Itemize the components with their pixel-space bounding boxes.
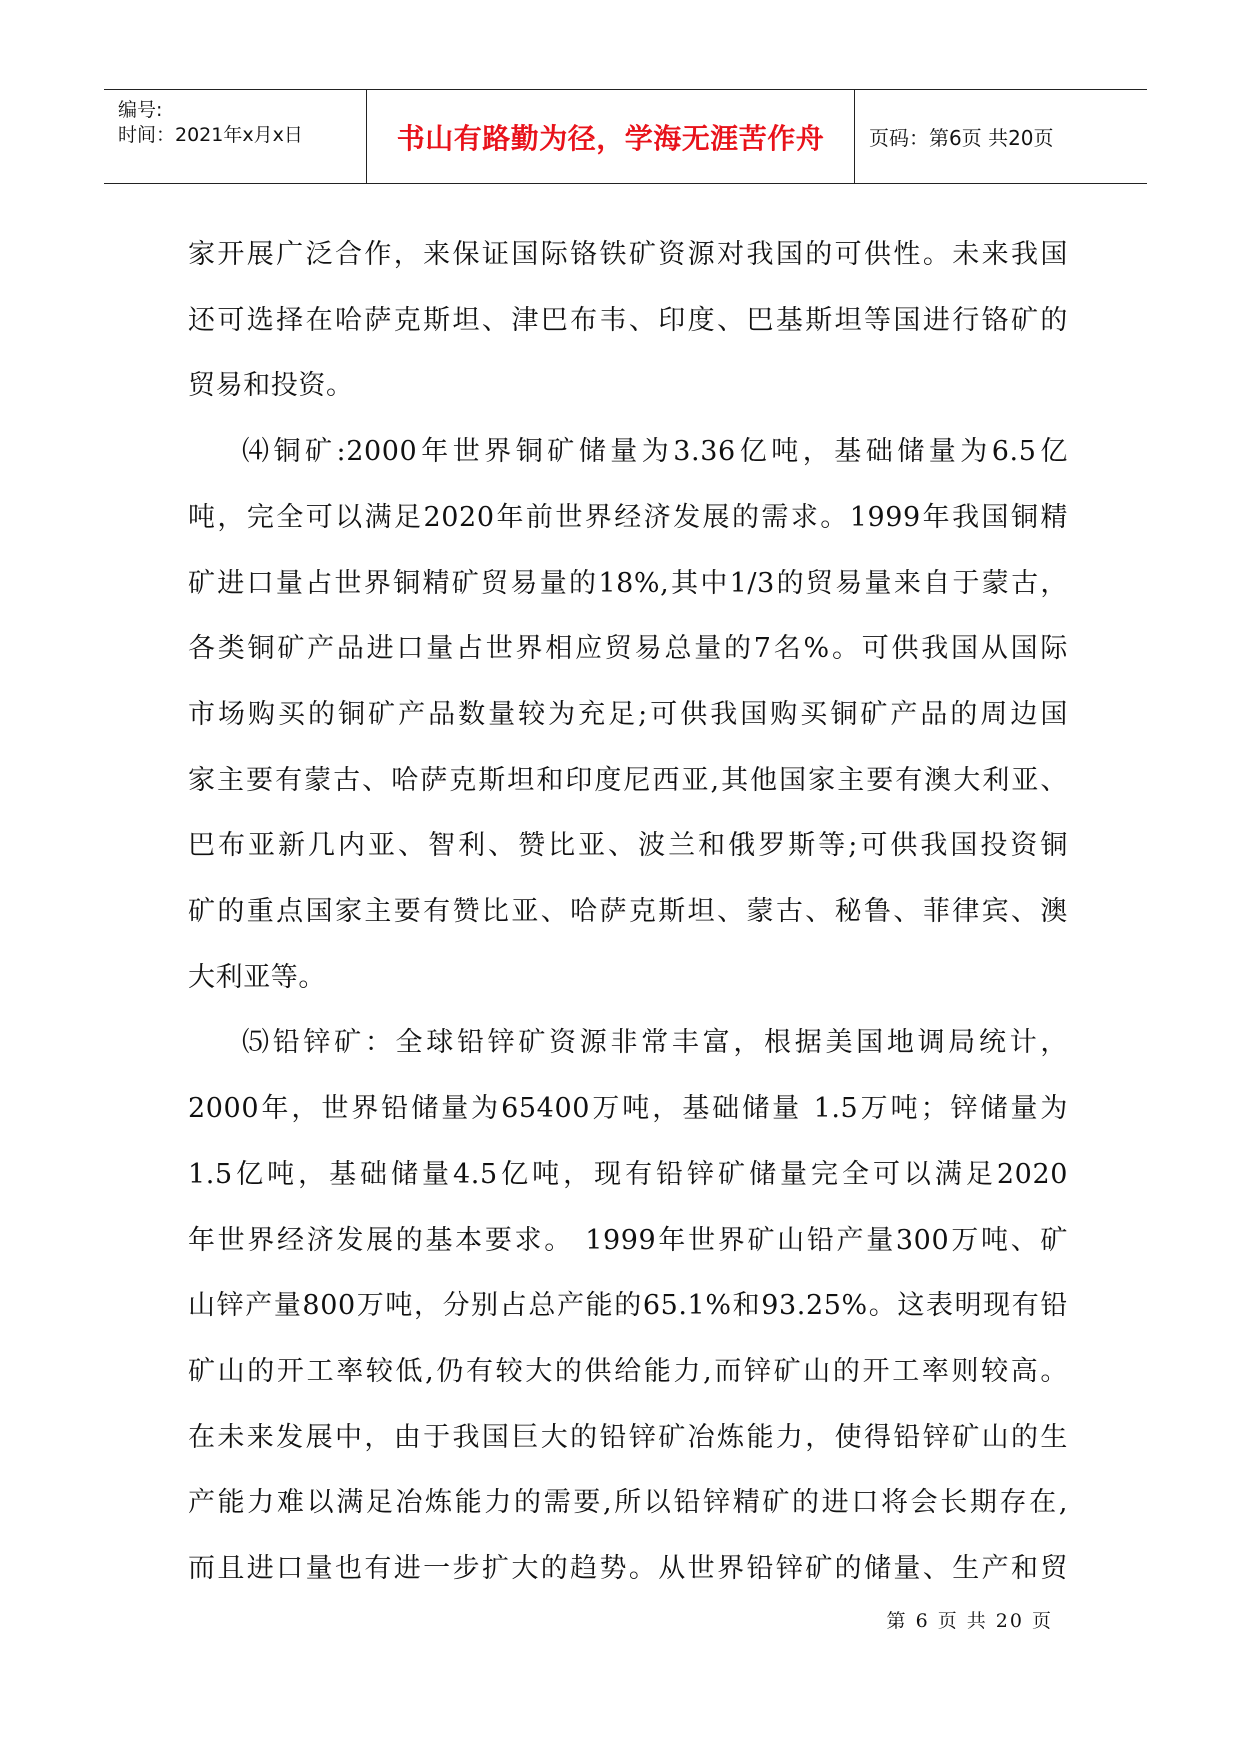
text-line: 家主要有蒙古、哈萨克斯坦和印度尼西亚,其他国家主要有澳大利亚、 — [188, 764, 1068, 796]
header-motto: 书山有路勤为径，学海无涯苦作舟 — [396, 121, 825, 155]
text-line: 各类铜矿产品进口量占世界相应贸易总量的7名%。可供我国从国际 — [188, 633, 1068, 665]
text-line: 2000年，世界铅储量为65400万吨，基础储量 1.5万吨；锌储量为 — [188, 1093, 1068, 1125]
header-meta — [104, 90, 367, 183]
text-line: 年世界经济发展的基本要求。 1999年世界矿山铅产量300万吨、矿 — [188, 1224, 1068, 1256]
text-line: 市场购买的铜矿产品数量较为充足;可供我国购买铜矿产品的周边国 — [188, 698, 1068, 730]
header-motto-cell — [367, 90, 855, 183]
text-line: 矿进口量占世界铜精矿贸易量的18%,其中1/3的贸易量来自于蒙古， — [188, 567, 1068, 599]
page-footer: 第 6 页 共 20 页 — [886, 1610, 1053, 1632]
text-line: 产能力难以满足冶炼能力的需要,所以铅锌精矿的进口将会长期存在, — [188, 1487, 1068, 1519]
text-line: 贸易和投资。 — [188, 370, 354, 402]
header-page-info: 页码：第6页 共20页 — [869, 126, 1054, 150]
text-line: 大利亚等。 — [188, 961, 326, 993]
text-line: 吨，完全可以满足2020年前世界经济发展的需求。1999年我国铜精 — [188, 501, 1068, 533]
text-line: 矿的重点国家主要有赞比亚、哈萨克斯坦、蒙古、秘鲁、菲律宾、澳 — [188, 896, 1068, 928]
text-line: 山锌产量800万吨，分别占总产能的65.1%和93.25%。这表明现有铅 — [188, 1290, 1068, 1322]
text-line: 还可选择在哈萨克斯坦、津巴布韦、印度、巴基斯坦等国进行铬矿的 — [188, 304, 1068, 336]
text-line: ⑷铜矿:2000年世界铜矿储量为3.36亿吨，基础储量为6.5亿 — [242, 436, 1068, 468]
document-time-label: 时间：2021年x月x日 — [118, 124, 303, 146]
page-header — [104, 89, 1147, 184]
text-line: 而且进口量也有进一步扩大的趋势。从世界铅锌矿的储量、生产和贸 — [188, 1553, 1068, 1585]
text-line: 1.5亿吨，基础储量4.5亿吨，现有铅锌矿储量完全可以满足2020 — [188, 1158, 1068, 1190]
text-line: 在未来发展中，由于我国巨大的铅锌矿冶炼能力，使得铅锌矿山的生 — [188, 1421, 1068, 1453]
text-line: ⑸铅锌矿：全球铅锌矿资源非常丰富，根据美国地调局统计， — [242, 1027, 1068, 1059]
text-line: 矿山的开工率较低,仍有较大的供给能力,而锌矿山的开工率则较高。 — [188, 1355, 1068, 1387]
text-line: 巴布亚新几内亚、智利、赞比亚、波兰和俄罗斯等;可供我国投资铜 — [188, 830, 1068, 862]
document-body — [188, 222, 1068, 1602]
document-number-label: 编号: — [118, 99, 163, 121]
text-line: 家开展广泛合作，来保证国际铬铁矿资源对我国的可供性。未来我国 — [188, 239, 1068, 270]
